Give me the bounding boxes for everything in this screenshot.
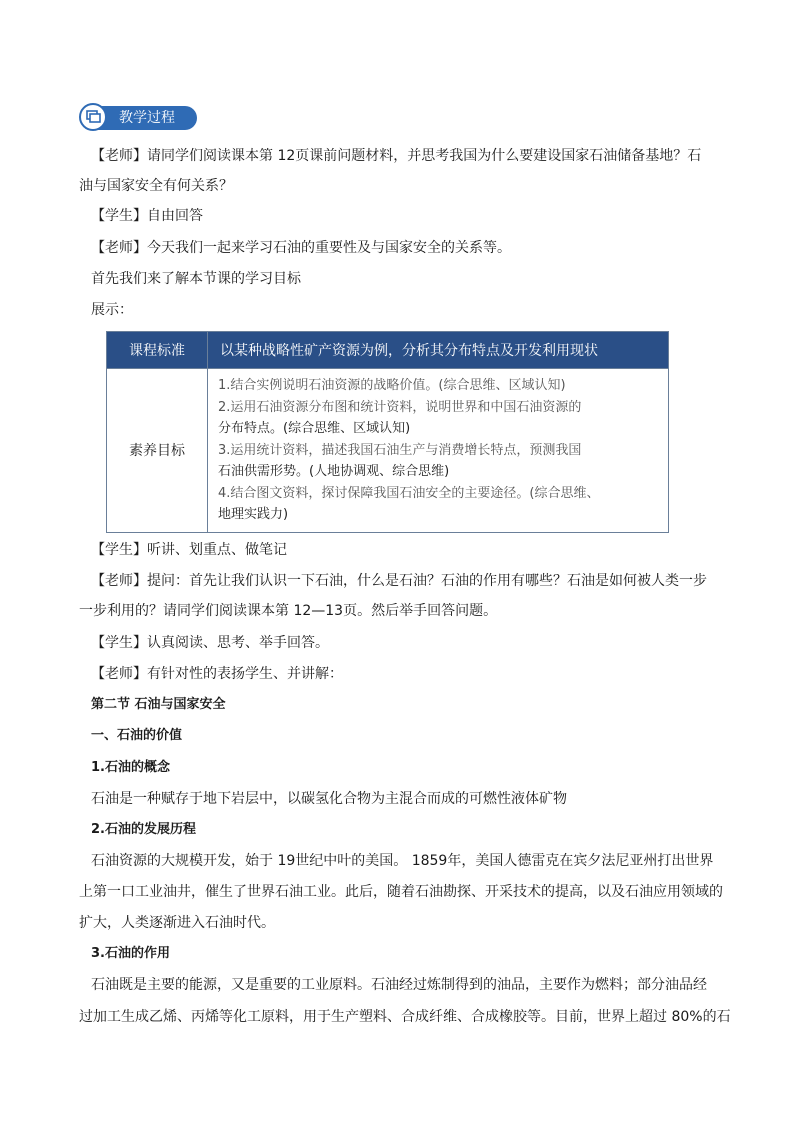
- goal-line: 1.结合实例说明石油资源的战略价值。(综合思维、区域认知): [218, 378, 566, 393]
- goal-line: 3.运用统计资料，描述我国石油生产与消费增长特点，预测我国: [218, 442, 582, 458]
- paragraph-teacher-question-cont: 油与国家安全有何关系？: [79, 178, 233, 194]
- paragraph-student-read: 【学生】认真阅读、思考、举手回答。: [91, 635, 329, 651]
- table-header-key: 课程标准: [107, 332, 208, 369]
- item-heading-history: 2.石油的发展历程: [91, 822, 196, 837]
- paragraph-teacher-ask: 【老师】提问：首先让我们认识一下石油，什么是石油？石油的作用有哪些？石油是如何被人类一步: [91, 573, 707, 589]
- presentation-icon: [79, 103, 107, 131]
- banner-label: 教学过程: [119, 110, 175, 126]
- curriculum-table: [106, 331, 669, 533]
- paragraph-history-3: 扩大，人类逐渐进入石油时代。: [79, 915, 275, 931]
- paragraph-teacher-question: 【老师】请同学们阅读课本第 12页课前问题材料，并思考我国为什么要建设国家石油储备基地？石: [91, 148, 702, 164]
- item-heading-function: 3.石油的作用: [91, 946, 170, 961]
- table-row-key: 素养目标: [107, 369, 208, 533]
- paragraph-teacher-ask-cont: 一步利用的？请同学们阅读课本第 12—13页。然后举手回答问题。: [79, 603, 498, 619]
- goal-line: 石油供需形势。(人地协调观、综合思维): [218, 464, 450, 479]
- item-heading-concept: 1.石油的概念: [91, 760, 170, 775]
- goal-line: 4.结合图文资料，探讨保障我国石油安全的主要途径。(综合思维、: [218, 485, 600, 501]
- paragraph-show: 展示：: [91, 302, 133, 318]
- table-row-content: [208, 369, 669, 533]
- table-header-value: 以某种战略性矿产资源为例，分析其分布特点及开发利用现状: [208, 332, 669, 369]
- section-banner: [79, 103, 197, 131]
- paragraph-student-answer: 【学生】自由回答: [91, 208, 203, 224]
- section-heading: 第二节 石油与国家安全: [91, 697, 226, 712]
- paragraph-function-1: 石油既是主要的能源，又是重要的工业原料。石油经过炼制得到的油品，主要作为燃料；部分油品经: [91, 977, 707, 993]
- goal-line: 分布特点。(综合思维、区域认知): [218, 421, 411, 436]
- goal-line: 地理实践力): [218, 507, 289, 522]
- paragraph-concept: 石油是一种赋存于地下岩层中，以碳氢化合物为主混合而成的可燃性液体矿物: [91, 791, 567, 807]
- goal-line: 2.运用石油资源分布图和统计资料，说明世界和中国石油资源的: [218, 399, 582, 415]
- paragraph-function-2: 过加工生成乙烯、丙烯等化工原料，用于生产塑料、合成纤维、合成橡胶等。目前，世界上超过 80%的石: [79, 1009, 731, 1025]
- paragraph-goals-intro: 首先我们来了解本节课的学习目标: [91, 271, 301, 287]
- paragraph-teacher-explain: 【老师】有针对性的表扬学生、并讲解：: [91, 666, 343, 682]
- paragraph-history-1: 石油资源的大规模开发，始于 19世纪中叶的美国。 1859年，美国人德雷克在宾夕法尼亚州打出世界: [91, 853, 714, 869]
- paragraph-student-notes: 【学生】听讲、划重点、做笔记: [91, 542, 287, 558]
- subsection-heading: 一、石油的价值: [91, 728, 183, 743]
- paragraph-history-2: 上第一口工业油井，催生了世界石油工业。此后，随着石油勘探、开采技术的提高，以及石油应用领域的: [79, 884, 723, 900]
- paragraph-teacher-intro: 【老师】今天我们一起来学习石油的重要性及与国家安全的关系等。: [91, 240, 511, 256]
